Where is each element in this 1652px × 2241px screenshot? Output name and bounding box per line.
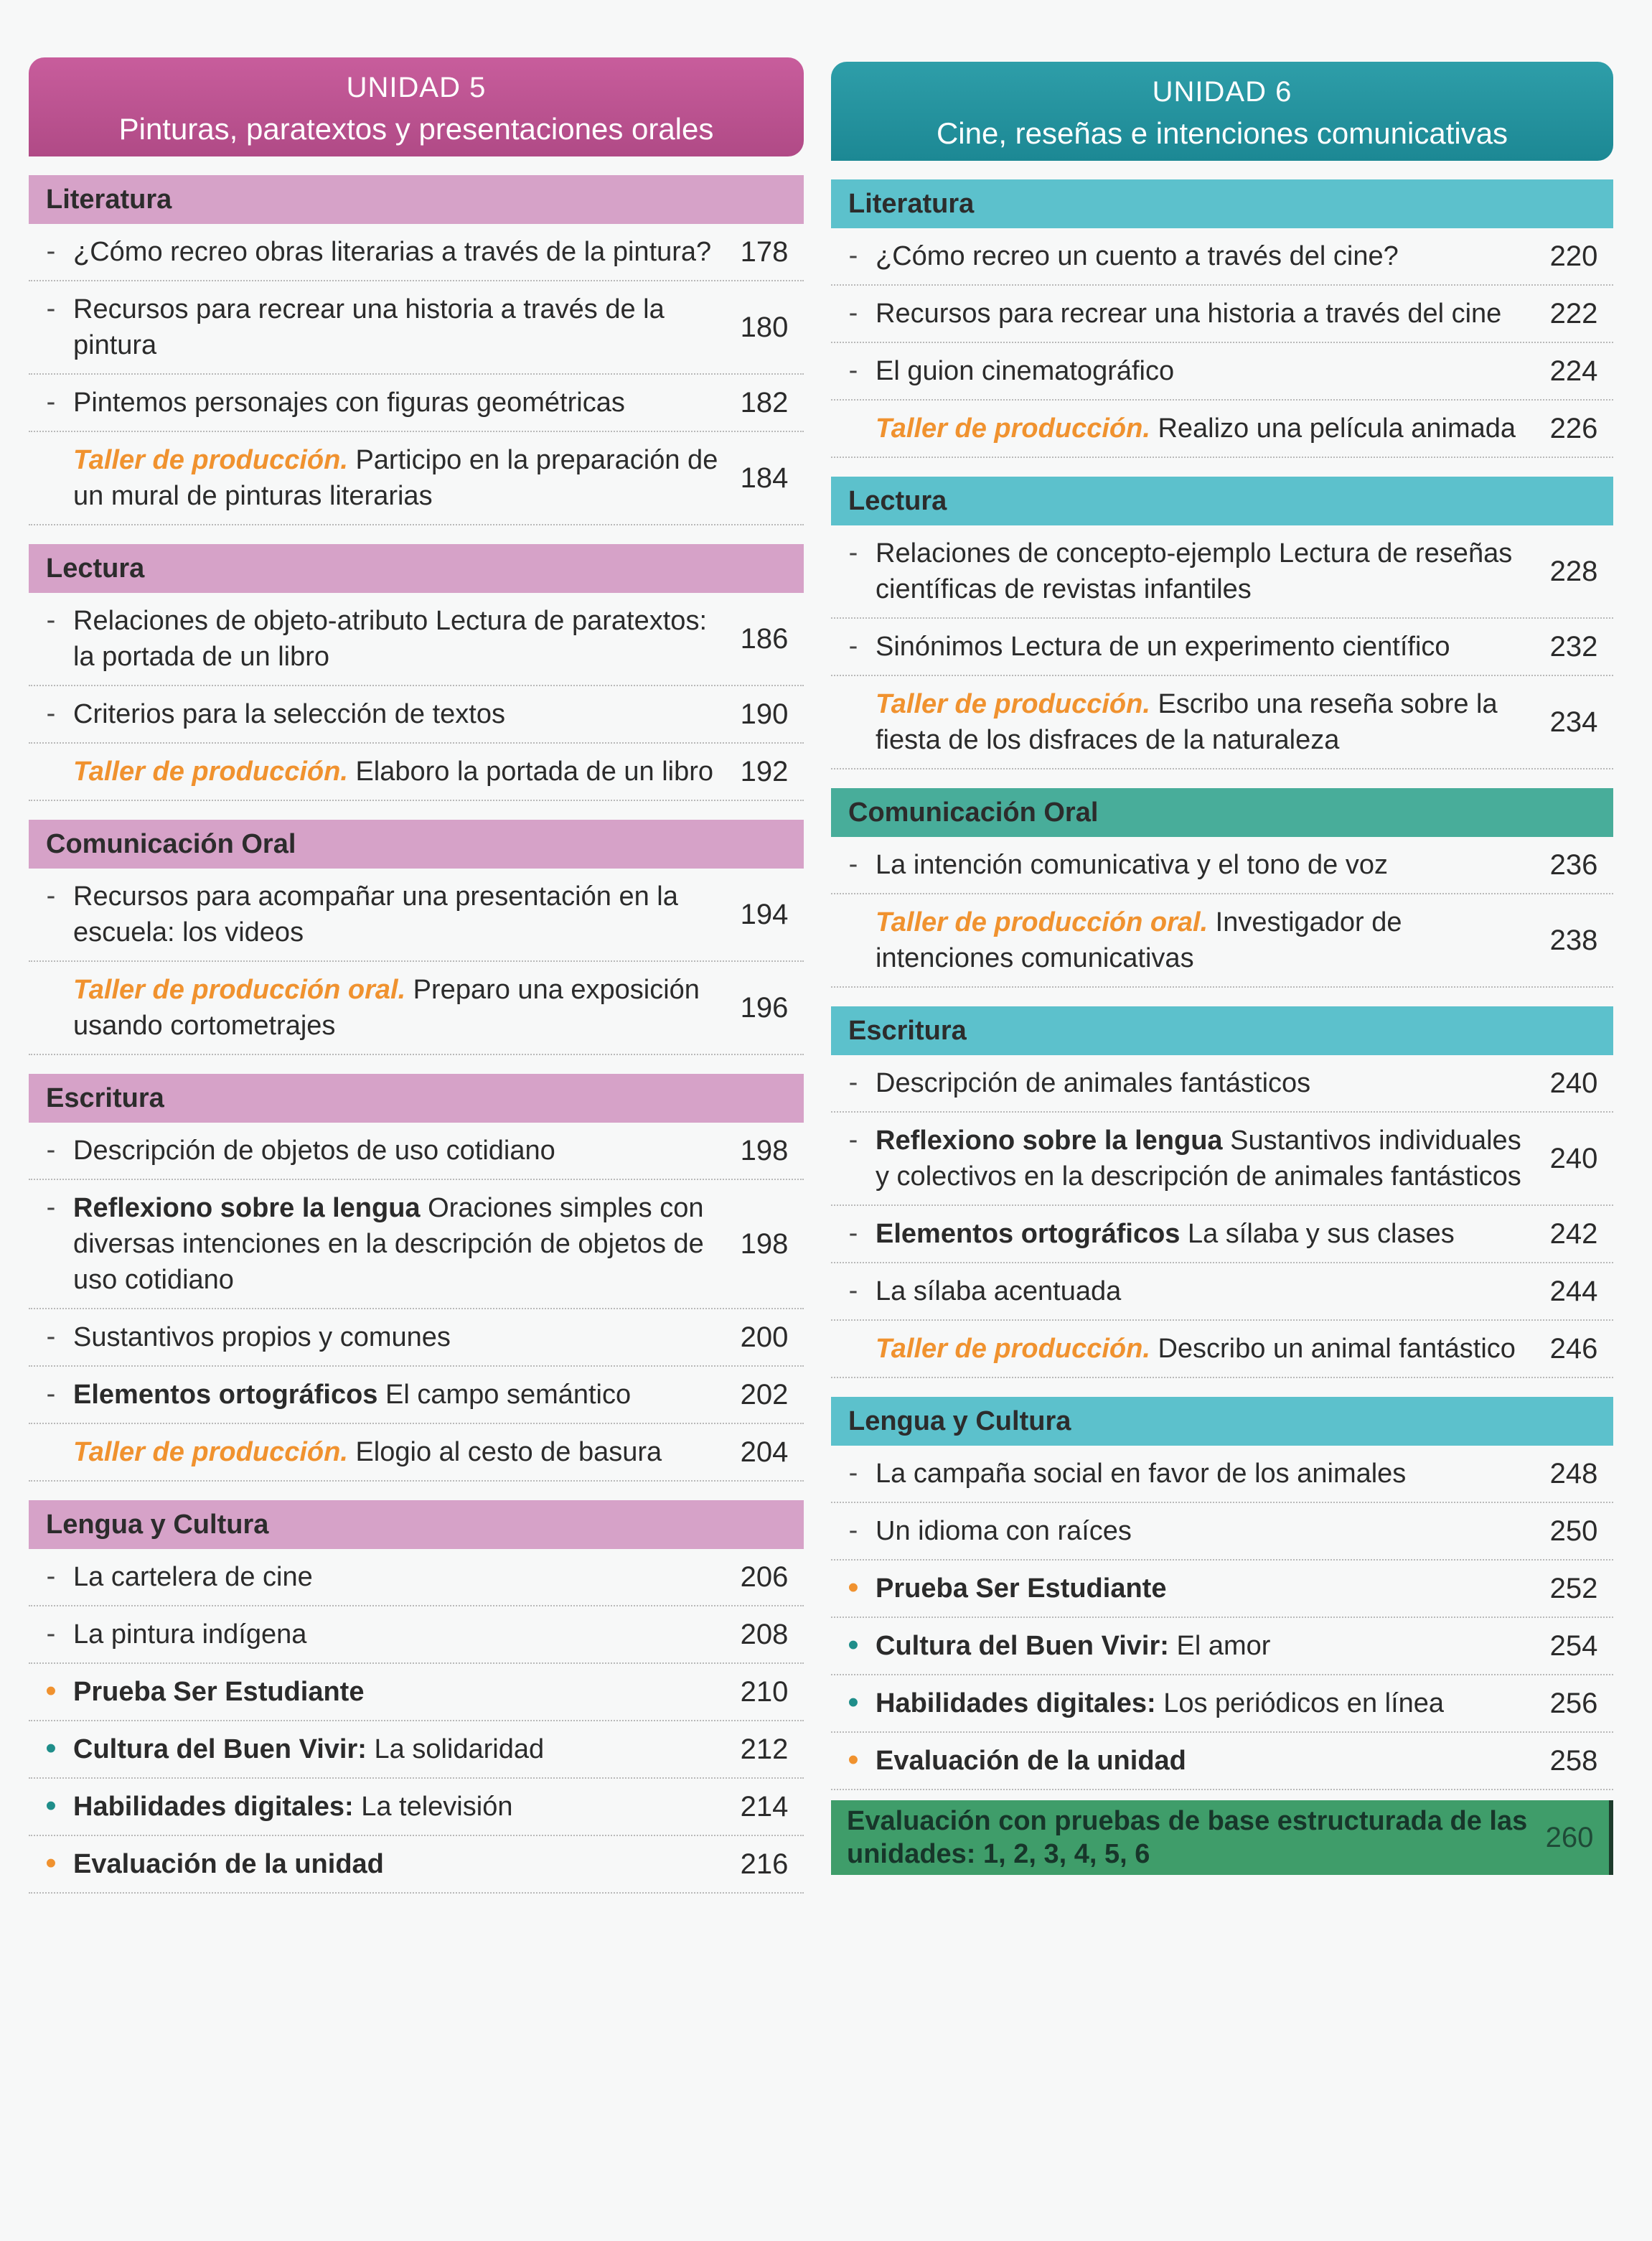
page-number: 250 (1549, 1515, 1598, 1547)
page-number: 252 (1549, 1572, 1598, 1604)
bullet-dash: - (848, 1125, 858, 1155)
toc-entry[interactable] (29, 593, 804, 686)
page-number: 244 (1549, 1275, 1598, 1307)
entry-description: Pintemos personajes con figuras geométricas (73, 388, 625, 418)
section-lectura (29, 544, 804, 801)
entry-description: Recursos para acompañar una presentación en la escuela: los videos (73, 881, 678, 948)
entry-text (876, 1571, 1534, 1606)
entry-text (73, 1434, 725, 1470)
page-number: 224 (1549, 355, 1598, 387)
section-title: Comunicación Oral (29, 820, 804, 869)
page-number: 196 (740, 991, 789, 1024)
entry-text (73, 696, 725, 732)
section-escritura (831, 1006, 1613, 1378)
unit-6-column (831, 0, 1613, 1875)
entry-text (73, 385, 725, 421)
bullet-dash: - (46, 698, 56, 729)
section-title: Escritura (29, 1074, 804, 1123)
toc-entry[interactable] (29, 1424, 804, 1482)
entry-text (876, 1123, 1534, 1194)
toc-entry[interactable] (29, 686, 804, 744)
toc-entry[interactable] (831, 676, 1613, 769)
entry-text (73, 1731, 725, 1767)
bullet-dot-icon: • (45, 1845, 57, 1881)
bullet-dash: - (46, 1135, 56, 1165)
section-lectura (831, 477, 1613, 769)
final-evaluation-bar[interactable] (831, 1800, 1613, 1875)
entry-text (73, 1133, 725, 1169)
entry-description: Recursos para recrear una historia a través del cine (876, 299, 1502, 329)
page-number: 194 (740, 898, 789, 930)
page-number: 190 (740, 698, 789, 730)
unit-5-title: Pinturas, paratextos y presentaciones orales (118, 112, 714, 146)
entry-description: ¿Cómo recreo un cuento a través del cine? (876, 241, 1399, 271)
entry-text (73, 1789, 725, 1825)
page-number: 216 (740, 1848, 789, 1880)
entry-text (876, 629, 1534, 665)
entry-description: Escribo una reseña sobre la fiesta de los disfraces de la naturaleza (876, 689, 1498, 755)
entry-text (73, 291, 725, 363)
toc-entry[interactable] (29, 744, 804, 801)
taller-label: Taller de producción. (73, 757, 348, 787)
page-number: 226 (1549, 412, 1598, 444)
page-number: 198 (740, 1134, 789, 1166)
entry-text (876, 535, 1534, 607)
entry-description: ¿Cómo recreo obras literarias a través de la pintura? (73, 237, 712, 267)
page-number: 234 (1549, 706, 1598, 738)
entry-text (73, 1559, 725, 1595)
section-comunicación-oral (831, 788, 1613, 988)
page-number: 184 (740, 462, 789, 494)
unit-5-sections (29, 175, 804, 1894)
entry-description: Participo en la preparación de un mural de pinturas literarias (73, 445, 718, 511)
entry-heading: Cultura del Buen Vivir: (876, 1631, 1169, 1661)
entry-text (876, 296, 1534, 332)
entry-description: Realizo una película animada (1150, 413, 1516, 444)
entry-description: La solidaridad (366, 1734, 545, 1764)
page-number: 202 (740, 1378, 789, 1410)
section-literatura (29, 175, 804, 525)
entry-heading: Prueba Ser Estudiante (73, 1677, 365, 1707)
entry-heading: Elementos ortográficos (876, 1219, 1181, 1249)
entry-heading: Cultura del Buen Vivir: (73, 1734, 367, 1764)
entry-heading: Reflexiono sobre la lengua (73, 1193, 421, 1223)
entry-description: El guion cinematográfico (876, 356, 1175, 386)
taller-label: Taller de producción oral. (73, 975, 406, 1005)
bullet-dot-icon: • (848, 1685, 859, 1720)
toc-entry[interactable] (29, 1367, 804, 1424)
entry-text (73, 1617, 725, 1652)
section-title: Lectura (831, 477, 1613, 525)
entry-text (876, 1685, 1534, 1721)
toc-entry[interactable] (831, 525, 1613, 619)
toc-entry[interactable] (831, 1321, 1613, 1378)
entry-heading: Evaluación de la unidad (876, 1746, 1186, 1776)
entry-description: Los periódicos en línea (1155, 1688, 1445, 1718)
bullet-dash: - (848, 1458, 858, 1488)
section-title: Lengua y Cultura (831, 1397, 1613, 1446)
taller-label: Taller de producción. (73, 1437, 348, 1467)
toc-entry[interactable] (29, 1779, 804, 1836)
entry-description: La cartelera de cine (73, 1562, 313, 1592)
bullet-dash: - (46, 1321, 56, 1352)
entry-text (876, 1331, 1534, 1367)
entry-description: Descripción de animales fantásticos (876, 1068, 1311, 1098)
entry-text (73, 234, 725, 270)
entry-text (73, 603, 725, 675)
bullet-dash: - (46, 1379, 56, 1409)
unit-6-title: Cine, reseñas e intenciones comunicativas (936, 116, 1508, 150)
bullet-dash: - (46, 236, 56, 266)
toc-entry[interactable] (831, 1263, 1613, 1321)
page-number: 186 (740, 622, 789, 655)
bullet-dash: - (848, 298, 858, 328)
page-number: 256 (1549, 1687, 1598, 1719)
entry-text (876, 1065, 1534, 1101)
toc-entry[interactable] (831, 1446, 1613, 1503)
toc-entry[interactable] (29, 224, 804, 281)
entry-description: Investigador de intenciones comunicativas (876, 907, 1402, 973)
taller-label: Taller de producción. (73, 445, 348, 475)
taller-label: Taller de producción. (876, 689, 1150, 719)
entry-description: Descripción de objetos de uso cotidiano (73, 1136, 555, 1166)
toc-entry[interactable] (831, 1675, 1613, 1733)
entry-description: La campaña social en favor de los animales (876, 1459, 1407, 1489)
entry-description: Oraciones simples con diversas intenciones en la descripción de objetos de uso cotidiano (73, 1193, 704, 1295)
toc-entry[interactable] (831, 1055, 1613, 1113)
entry-text (73, 879, 725, 950)
toc-entry[interactable] (831, 401, 1613, 458)
page-number: 212 (740, 1733, 789, 1765)
page-number: 228 (1549, 555, 1598, 587)
section-lengua-y-cultura (831, 1397, 1613, 1790)
bullet-dash: - (848, 849, 858, 879)
page-number: 214 (740, 1790, 789, 1823)
unit-6-label: UNIDAD 6 (1152, 76, 1292, 108)
toc-entry[interactable] (29, 962, 804, 1055)
toc-entry[interactable] (29, 281, 804, 375)
page-number: 246 (1549, 1332, 1598, 1365)
toc-entry[interactable] (831, 1618, 1613, 1675)
final-evaluation-text: Evaluación con pruebas de base estructurada de las unidades: 1, 2, 3, 4, 5, 6 (847, 1806, 1528, 1869)
bullet-dot-icon: • (45, 1788, 57, 1823)
page-number: 238 (1549, 924, 1598, 956)
entry-text (876, 1743, 1534, 1779)
unit-5-column (29, 0, 804, 1894)
bullet-dash: - (848, 240, 858, 271)
bullet-dash: - (46, 1619, 56, 1649)
section-title: Escritura (831, 1006, 1613, 1055)
unit-6-header (831, 62, 1613, 161)
section-title: Literatura (29, 175, 804, 224)
bullet-dash: - (46, 387, 56, 417)
entry-description: La sílaba acentuada (876, 1276, 1122, 1306)
taller-label: Taller de producción. (876, 413, 1150, 444)
entry-description: Criterios para la selección de textos (73, 699, 505, 729)
entry-description: Sustantivos propios y comunes (73, 1322, 451, 1352)
entry-description: Preparo una exposición usando cortometrajes (73, 975, 700, 1041)
bullet-dash: - (848, 355, 858, 385)
entry-text (876, 1216, 1534, 1252)
bullet-dash: - (848, 538, 858, 568)
toc-entry[interactable] (831, 286, 1613, 343)
entry-text (876, 353, 1534, 389)
bullet-dot-icon: • (848, 1742, 859, 1777)
entry-text (876, 411, 1534, 446)
page-number: 240 (1549, 1142, 1598, 1174)
entry-description: La televisión (353, 1792, 513, 1822)
page-number: 208 (740, 1618, 789, 1650)
section-title: Lectura (29, 544, 804, 593)
page-number: 210 (740, 1675, 789, 1708)
entry-text (876, 238, 1534, 274)
page-number: 242 (1549, 1217, 1598, 1250)
section-escritura (29, 1074, 804, 1482)
toc-entry[interactable] (29, 1721, 804, 1779)
section-literatura (831, 179, 1613, 458)
bullet-dash: - (46, 881, 56, 911)
toc-entry[interactable] (29, 1309, 804, 1367)
page-number: 182 (740, 386, 789, 418)
entry-description: Elaboro la portada de un libro (347, 757, 714, 787)
bullet-dash: - (46, 1561, 56, 1591)
toc-entry[interactable] (831, 1206, 1613, 1263)
entry-heading: Habilidades digitales: (876, 1688, 1156, 1718)
taller-label: Taller de producción. (876, 1334, 1150, 1364)
bullet-dash: - (848, 1515, 858, 1545)
toc-entry[interactable] (29, 1664, 804, 1721)
entry-text (73, 442, 725, 514)
page-number: 192 (740, 755, 789, 787)
page-number: 236 (1549, 848, 1598, 881)
entry-text (73, 972, 725, 1044)
unit-5-header (29, 57, 804, 156)
entry-text (876, 1456, 1534, 1492)
entry-text (876, 1273, 1534, 1309)
bullet-dash: - (848, 631, 858, 661)
toc-entry[interactable] (831, 343, 1613, 401)
section-comunicación-oral (29, 820, 804, 1055)
entry-heading: Prueba Ser Estudiante (876, 1573, 1167, 1604)
page-number: 204 (740, 1436, 789, 1468)
entry-text (73, 1319, 725, 1355)
bullet-dot-icon: • (45, 1731, 57, 1766)
taller-label: Taller de producción oral. (876, 907, 1209, 937)
section-lengua-y-cultura (29, 1500, 804, 1894)
page-number: 232 (1549, 630, 1598, 663)
toc-entry[interactable] (831, 619, 1613, 676)
page-number: 222 (1549, 297, 1598, 329)
entry-text (876, 686, 1534, 758)
unit-5-label: UNIDAD 5 (346, 72, 487, 103)
toc-entry[interactable] (29, 1549, 804, 1606)
entry-text (73, 1190, 725, 1298)
entry-description: Sinónimos Lectura de un experimento científico (876, 632, 1450, 662)
page-number: 258 (1549, 1744, 1598, 1777)
entry-description: Relaciones de concepto-ejemplo Lectura de reseñas científicas de revistas infantiles (876, 538, 1513, 604)
entry-description: La sílaba y sus clases (1180, 1219, 1455, 1249)
bullet-dash: - (848, 1067, 858, 1098)
toc-entry[interactable] (831, 1733, 1613, 1790)
bullet-dash: - (848, 1218, 858, 1248)
toc-entry[interactable] (29, 1836, 804, 1894)
toc-entry[interactable] (831, 228, 1613, 286)
entry-description: Elogio al cesto de basura (347, 1437, 662, 1467)
bullet-dash: - (848, 1276, 858, 1306)
toc-entry[interactable] (831, 1113, 1613, 1206)
entry-description: Describo un animal fantástico (1150, 1334, 1516, 1364)
page-number: 198 (740, 1227, 789, 1260)
page-number: 206 (740, 1561, 789, 1593)
entry-description: La intención comunicativa y el tono de voz (876, 850, 1388, 880)
bullet-dash: - (46, 605, 56, 635)
toc-entry[interactable] (831, 1561, 1613, 1618)
page-number: 200 (740, 1321, 789, 1353)
entry-text (876, 1628, 1534, 1664)
toc-entry[interactable] (29, 375, 804, 432)
entry-description: Relaciones de objeto-atributo Lectura de paratextos: la portada de un libro (73, 606, 707, 672)
entry-description: Un idioma con raíces (876, 1516, 1132, 1546)
entry-text (73, 754, 725, 790)
section-title: Literatura (831, 179, 1613, 228)
toc-entry[interactable] (29, 1180, 804, 1309)
section-title: Comunicación Oral (831, 788, 1613, 837)
entry-description: El amor (1168, 1631, 1271, 1661)
entry-description: Recursos para recrear una historia a través de la pintura (73, 294, 665, 360)
entry-text (73, 1674, 725, 1710)
section-title: Lengua y Cultura (29, 1500, 804, 1549)
page-number: 240 (1549, 1067, 1598, 1099)
entry-description: Sustantivos individuales y colectivos en la descripción de animales fantásticos (876, 1126, 1521, 1192)
entry-text (876, 1513, 1534, 1549)
unit-6-sections (831, 179, 1613, 1790)
page-number: 254 (1549, 1629, 1598, 1662)
bullet-dot-icon: • (848, 1570, 859, 1605)
toc-entry[interactable] (29, 432, 804, 525)
toc-entry[interactable] (831, 837, 1613, 894)
toc-entry[interactable] (29, 1606, 804, 1664)
entry-text (73, 1377, 725, 1413)
bullet-dash: - (46, 1192, 56, 1222)
entry-description: El campo semántico (377, 1380, 632, 1410)
entry-text (876, 904, 1534, 976)
entry-heading: Habilidades digitales: (73, 1792, 354, 1822)
entry-description: La pintura indígena (73, 1619, 307, 1650)
page-number: 178 (740, 235, 789, 268)
page-number: 180 (740, 311, 789, 343)
page-number: 220 (1549, 240, 1598, 272)
entry-heading: Elementos ortográficos (73, 1380, 378, 1410)
toc-entry[interactable] (831, 1503, 1613, 1561)
toc-entry[interactable] (29, 1123, 804, 1180)
toc-entry[interactable] (831, 894, 1613, 988)
toc-entry[interactable] (29, 869, 804, 962)
final-evaluation-page: 260 (1545, 1821, 1594, 1853)
entry-text (876, 847, 1534, 883)
page-number: 248 (1549, 1457, 1598, 1489)
bullet-dash: - (46, 294, 56, 324)
entry-heading: Reflexiono sobre la lengua (876, 1126, 1223, 1156)
bullet-dot-icon: • (45, 1673, 57, 1708)
entry-text (73, 1846, 725, 1882)
entry-heading: Evaluación de la unidad (73, 1849, 384, 1879)
bullet-dot-icon: • (848, 1627, 859, 1662)
